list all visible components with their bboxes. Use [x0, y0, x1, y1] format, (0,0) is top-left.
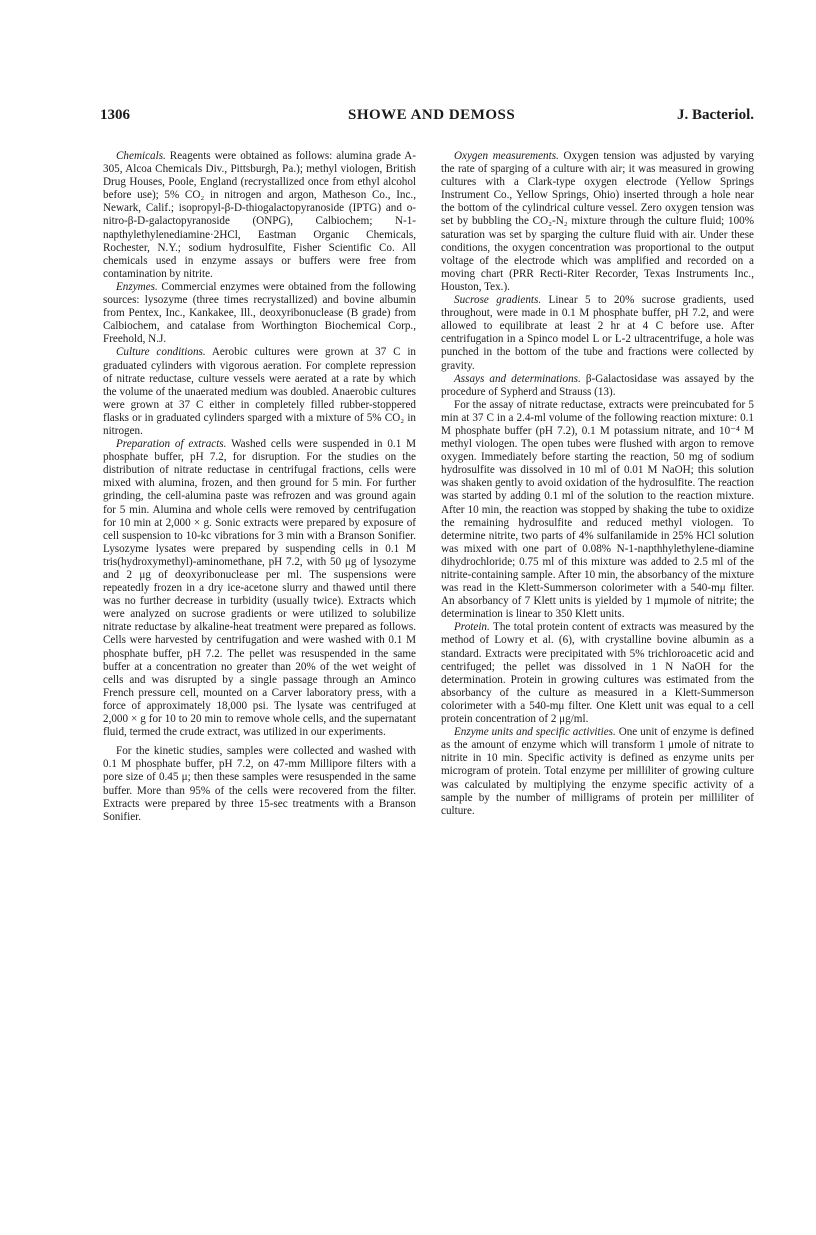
paragraph-enzymes	[103, 281, 416, 346]
text-kinetic-studies: For the kinetic studies, samples were collected and washed with 0.1 M phosphate buffer, pH 7.2, on 47-mm Millipore filters with a pore size of 0.45 μ; then these samples were resuspended in the same buffer. More than 95% of the cells were recovered from the filter. Extracts were prepared by three 15-sec treatments with a Branson Sonifier.	[103, 745, 416, 823]
text-preparation-of-extracts: Washed cells were suspended in 0.1 M phosphate buffer, pH 7.2, for disruption. For the studies on the distribution of nitrate reductase in centrifugal fractions, cells were mixed with alumina, frozen, and then ground for 5 min. For further grinding, the cell-alumina paste was refrozen and was ground again for 5 min. Alumina and whole cells were removed by centrifugation for 10 min at 2,000 × g. Sonic extracts were prepared by exposure of cell suspension to 10-kc vibrations for 3 min with a Branson Sonifier. Lysozyme lysates were prepared by suspending cells in 0.1 M tris(hydroxymethyl)-aminomethane, pH 7.2, with 50 μg of lysozyme and 2 μg of deoxyribonuclease per ml. The suspensions were repeatedly frozen in a dry ice-acetone slurry and thawed until there was no further decrease in turbidity (usually twice). Extracts which were analyzed on sucrose gradients or were utilized to solubilize nitrate reductase by alkaline-heat treatment were prepared as follows. Cells were harvested by centrifugation and were washed with 0.1 M phosphate buffer, pH 7.2. The pellet was resuspended in the same buffer at a concentration no greater than 20% of the wet weight of cells and was disrupted by a single passage through an Aminco French pressure cell, mounted on a Carver laboratory press, with a force of approximately 18,000 psi. The lysate was centrifuged at 2,000 × g for 10 to 20 min to remove whole cells, and the supernatant fluid, termed the crude extract, was utilized in our experiments.	[103, 438, 416, 739]
heading-preparation-of-extracts: Preparation of extracts.	[116, 438, 227, 451]
text-enzymes: Commercial enzymes were obtained from the following sources: lysozyme (three times recrystallized) and bovine albumin from Pentex, Inc., Kankakee, Ill., deoxyribonuclease (B grade) from Calbiochem, and catalase from Worthington Biochemical Corp., Freehold, N.J.	[103, 280, 416, 346]
running-header-authors: SHOWE AND DEMOSS	[348, 107, 516, 123]
text-enzyme-units: One unit of enzyme is defined as the amount of enzyme which will transform 1 μmole of nitrate to nitrite in 10 min. Specific activity is defined as enzyme units per microgram of protein. Total enzyme per milliliter of growing culture was calculated by multiplying the enzyme specific activity of a sample by the number of milligrams of protein per milliliter of culture.	[441, 726, 754, 817]
heading-oxygen-measurements: Oxygen measurements.	[454, 150, 559, 162]
text-chemicals: Reagents were obtained as follows: alumina grade A-305, Alcoa Chemicals Div., Pittsburgh, Pa.); methyl viologen, British Drug Houses, Poole, England (recrystallized once from ethyl alcohol before use); 5% CO₂ in nitrogen and argon, Matheson Co., Inc., Newark, Calif.; isopropyl-β-D-thiogalactopyranoside (IPTG) and o-nitro-β-D-galactopyranoside (ONPG), Calbiochem; N-1-napthylethylenediamine·2HCl, Eastman Organic Chemicals, Rochester, N.Y.; sodium hydrosulfite, Fisher Scientific Co. All chemicals used in enzyme assays or buffers were free from contamination by nitrite.	[103, 150, 416, 280]
paragraph-kinetic-studies	[103, 745, 416, 824]
right-column	[441, 150, 754, 818]
paragraph-sucrose-gradients	[441, 294, 754, 373]
heading-protein: Protein.	[454, 621, 490, 634]
text-sucrose-gradients: Linear 5 to 20% sucrose gradients, used throughout, were made in 0.1 M phosphate buffer, pH 7.2, and were allowed to equilibrate at least 2 hr at 4 C before use. After centrifugation in a Spinco model L or L-2 ultracentrifuge, a hole was punched in the bottom of the tube and fractions were collected by gravity.	[441, 294, 754, 372]
heading-enzymes: Enzymes.	[116, 280, 158, 293]
paragraph-preparation-of-extracts	[103, 438, 416, 739]
paragraph-nitrate-reductase-assay	[441, 399, 754, 622]
text-nitrate-reductase-assay: For the assay of nitrate reductase, extracts were preincubated for 5 min at 37 C in a 2.4-ml volume of the following reaction mixture: 0.1 M phosphate buffer (pH 7.2), 0.1 M potassium nitrate, and 10⁻⁴ M methyl viologen. The open tubes were flushed with argon to remove oxygen. Immediately before starting the reaction, 50 mg of sodium hydrosulfite was dissolved in 10 ml of 0.01 M NaOH; this solution was shaken gently to avoid oxidation of the hydrosulfite. The reaction was started by adding 0.1 ml of the solution to the reaction mixture. After 10 min, the reaction was stopped by shaking the tube to oxidize the remaining hydrosulfite and reduced methyl viologen. To determine nitrite, two parts of 4% sulfanilamide in 25% HCl solution was mixed with one part of 0.08% N-1-napthhylethylene-diamine dihydrochloride; 0.75 ml of this mixture was added to 2.5 ml of the nitrite-containing sample. After 10 min, the absorbancy of the mixture was read in the Klett-Summerson colorimeter with a 540-mμ filter. An absorbancy of 7 Klett units is yielded by 1 mμmole of nitrite; the determination is linear to 350 Klett units.	[441, 398, 754, 621]
text-protein: The total protein content of extracts was measured by the method of Lowry et al. (6), with crystalline bovine albumin as a standard. Extracts were precipitated with 5% trichloroacetic acid and centrifuged; the pellet was dissolved in 1 N NaOH for the determination. Protein in growing cultures was estimated from the absorbancy of the culture as measured in a Klett-Summerson colorimeter with a 540-mμ filter. One Klett unit was equal to a cell protein concentration of 2 μg/ml.	[441, 621, 754, 726]
paragraph-enzyme-units	[441, 726, 754, 818]
paragraph-protein	[441, 621, 754, 726]
paragraph-assays	[441, 373, 754, 399]
paragraph-culture-conditions	[103, 346, 416, 438]
left-column	[103, 150, 416, 824]
paragraph-oxygen-measurements	[441, 150, 754, 294]
running-header	[100, 107, 754, 127]
heading-assays: Assays and determinations.	[454, 372, 581, 385]
text-assays: β-Galactosidase was assayed by the procedure of Sypherd and Strauss (13).	[441, 372, 754, 398]
paragraph-chemicals	[103, 150, 416, 281]
page-number: 1306	[100, 107, 130, 123]
running-header-journal: J. Bacteriol.	[676, 107, 754, 123]
text-culture-conditions: Aerobic cultures were grown at 37 C in graduated cylinders with vigorous aeration. For complete repression of nitrate reductase, culture vessels were aerated at a rate by which the volume of the unaerated medium was doubled. Anaerobic cultures were grown at 37 C either in completely filled rubber-stoppered flasks or in graduated cylinders sparged with a mixture of 5% CO₂ in nitrogen.	[103, 346, 416, 437]
heading-culture-conditions: Culture conditions.	[116, 346, 206, 359]
heading-sucrose-gradients: Sucrose gradients.	[454, 294, 542, 307]
heading-chemicals: Chemicals.	[116, 150, 166, 162]
heading-enzyme-units: Enzyme units and specific activities.	[454, 726, 616, 739]
text-oxygen-measurements: Oxygen tension was adjusted by varying the rate of sparging of a culture with air; it was measured in growing cultures with a Clark-type oxygen electrode (Yellow Springs Instrument Co., Yellow Springs, Ohio) inserted through a hole near the bottom of the cylindrical culture vessel. Zero oxygen tension was set by bubbling the CO₂-N₂ mixture through the culture fluid; 100% saturation was set by sparging the culture fluid with air. Under these conditions, the oxygen concentration was proportional to the output voltage of the electrode which was amplified and recorded on a moving chart (PRR Recti-Riter Recorder, Texas Instruments Inc., Houston, Tex.).	[441, 150, 754, 293]
